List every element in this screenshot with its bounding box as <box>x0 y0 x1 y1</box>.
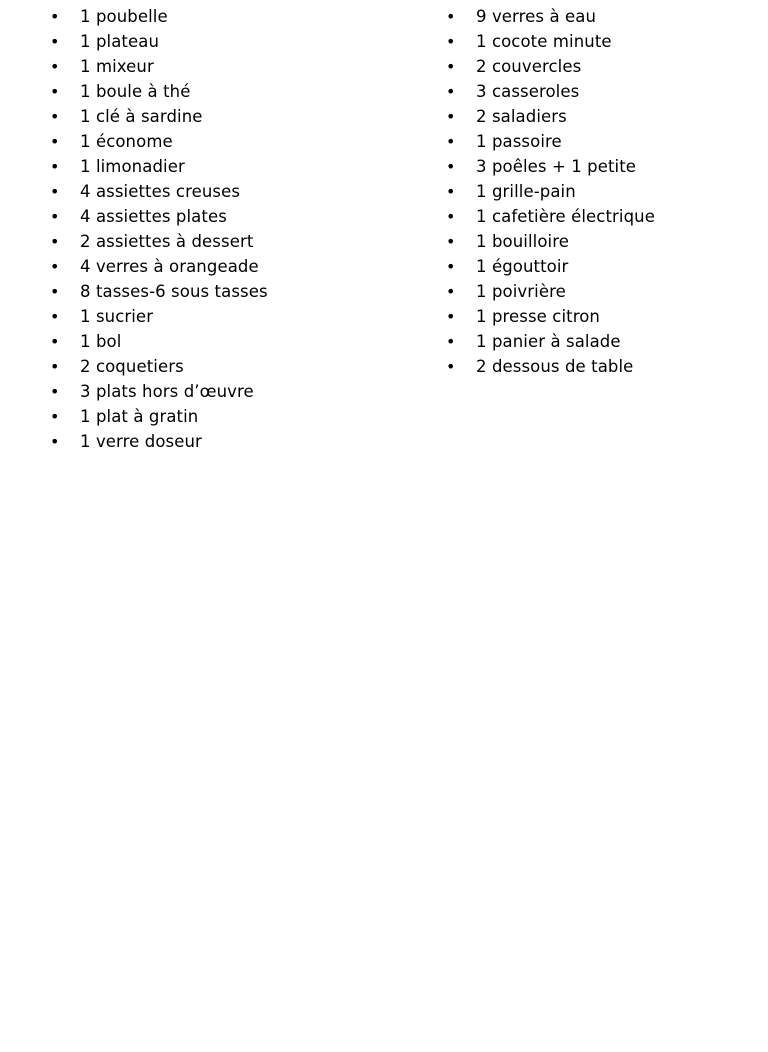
list-item <box>434 229 768 254</box>
list-item-label: 1 sucrier <box>80 307 154 326</box>
inventory-list-left <box>38 4 424 454</box>
list-item <box>434 29 768 54</box>
list-item <box>434 54 768 79</box>
list-item <box>38 304 424 329</box>
bullet-icon: • <box>50 57 60 76</box>
bullet-icon: • <box>50 182 60 201</box>
list-item-label: 1 clé à sardine <box>80 107 203 126</box>
list-item-label: 1 mixeur <box>80 57 154 76</box>
list-item-label: 8 tasses-6 sous tasses <box>80 282 268 301</box>
bullet-icon: • <box>50 307 60 326</box>
list-item-label: 1 presse citron <box>476 307 600 326</box>
list-item <box>38 79 424 104</box>
list-item-label: 1 plateau <box>80 32 160 51</box>
bullet-icon: • <box>50 32 60 51</box>
list-item-label: 1 passoire <box>476 132 562 151</box>
bullet-icon: • <box>446 182 456 201</box>
list-item-label: 3 casseroles <box>476 82 580 101</box>
list-item <box>38 204 424 229</box>
bullet-icon: • <box>446 307 456 326</box>
list-item <box>38 129 424 154</box>
bullet-icon: • <box>446 257 456 276</box>
left-column <box>0 4 424 454</box>
bullet-icon: • <box>446 282 456 301</box>
list-item-label: 1 limonadier <box>80 157 185 176</box>
list-item-label: 1 bouilloire <box>476 232 569 251</box>
bullet-icon: • <box>50 232 60 251</box>
bullet-icon: • <box>50 132 60 151</box>
list-item-label: 1 égouttoir <box>476 257 569 276</box>
bullet-icon: • <box>50 207 60 226</box>
list-item-label: 4 verres à orangeade <box>80 257 259 276</box>
list-item <box>434 304 768 329</box>
list-item <box>38 54 424 79</box>
list-item-label: 1 grille-pain <box>476 182 576 201</box>
bullet-icon: • <box>446 7 456 26</box>
bullet-icon: • <box>50 82 60 101</box>
list-item <box>434 104 768 129</box>
list-item <box>434 204 768 229</box>
list-item <box>38 329 424 354</box>
right-column <box>424 4 768 379</box>
list-item-label: 4 assiettes plates <box>80 207 227 226</box>
list-item-label: 1 cocote minute <box>476 32 612 51</box>
list-item <box>434 4 768 29</box>
list-item <box>434 129 768 154</box>
list-item <box>434 79 768 104</box>
bullet-icon: • <box>50 107 60 126</box>
list-item-label: 1 verre doseur <box>80 432 202 451</box>
list-item-label: 2 dessous de table <box>476 357 634 376</box>
list-item <box>38 104 424 129</box>
list-item <box>38 279 424 304</box>
list-item-label: 2 couvercles <box>476 57 582 76</box>
list-item-label: 1 panier à salade <box>476 332 621 351</box>
list-item <box>38 354 424 379</box>
list-item-label: 2 assiettes à dessert <box>80 232 254 251</box>
list-item-label: 1 économe <box>80 132 173 151</box>
bullet-icon: • <box>446 232 456 251</box>
bullet-icon: • <box>446 132 456 151</box>
list-item <box>38 404 424 429</box>
inventory-list-right <box>434 4 768 379</box>
bullet-icon: • <box>50 432 60 451</box>
bullet-icon: • <box>446 332 456 351</box>
list-item <box>434 179 768 204</box>
bullet-icon: • <box>446 157 456 176</box>
list-item <box>434 329 768 354</box>
bullet-icon: • <box>50 282 60 301</box>
list-item <box>38 229 424 254</box>
list-item-label: 3 poêles + 1 petite <box>476 157 637 176</box>
two-column-layout <box>0 4 768 454</box>
list-item <box>434 154 768 179</box>
bullet-icon: • <box>50 7 60 26</box>
bullet-icon: • <box>446 207 456 226</box>
list-item-label: 2 saladiers <box>476 107 567 126</box>
bullet-icon: • <box>446 32 456 51</box>
list-item-label: 1 boule à thé <box>80 82 191 101</box>
bullet-icon: • <box>50 257 60 276</box>
bullet-icon: • <box>446 107 456 126</box>
list-item-label: 1 plat à gratin <box>80 407 199 426</box>
list-item <box>38 379 424 404</box>
list-item-label: 2 coquetiers <box>80 357 184 376</box>
list-item-label: 1 bol <box>80 332 122 351</box>
list-item-label: 3 plats hors d’œuvre <box>80 382 254 401</box>
bullet-icon: • <box>50 382 60 401</box>
list-item-label: 9 verres à eau <box>476 7 597 26</box>
list-item <box>38 29 424 54</box>
bullet-icon: • <box>446 57 456 76</box>
bullet-icon: • <box>446 82 456 101</box>
list-item <box>434 354 768 379</box>
list-item <box>38 254 424 279</box>
list-item-label: 1 poubelle <box>80 7 168 26</box>
bullet-icon: • <box>446 357 456 376</box>
list-item-label: 1 poivrière <box>476 282 566 301</box>
list-item-label: 1 cafetière électrique <box>476 207 655 226</box>
list-item <box>38 4 424 29</box>
bullet-icon: • <box>50 407 60 426</box>
bullet-icon: • <box>50 357 60 376</box>
list-item <box>38 154 424 179</box>
bullet-icon: • <box>50 157 60 176</box>
list-item-label: 4 assiettes creuses <box>80 182 241 201</box>
list-item <box>434 254 768 279</box>
list-item <box>38 179 424 204</box>
list-item <box>434 279 768 304</box>
list-item <box>38 429 424 454</box>
bullet-icon: • <box>50 332 60 351</box>
